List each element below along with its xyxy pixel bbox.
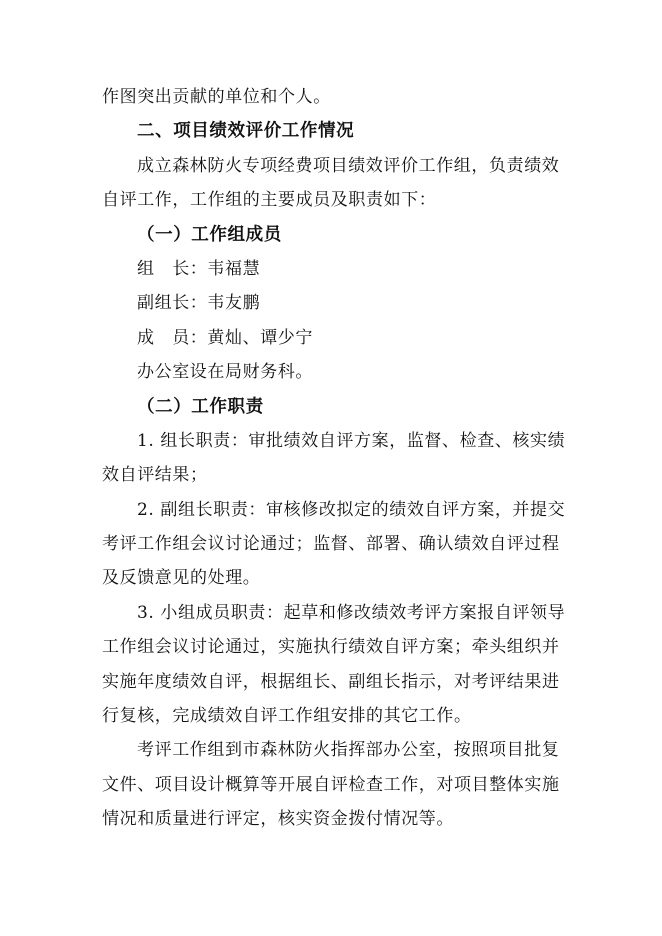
paragraph [102, 493, 572, 596]
paragraph [102, 149, 572, 218]
text-line: 工作组会议讨论通过，实施执行绩效自评方案；牵头组织并 [102, 637, 560, 658]
paragraph [102, 80, 572, 114]
section-heading [102, 390, 572, 424]
paragraph [102, 286, 572, 320]
text-line: （一）工作组成员 [137, 224, 282, 245]
paragraph [102, 321, 572, 355]
paragraph [102, 355, 572, 389]
paragraph [102, 596, 572, 734]
text-line: 考评工作组到市森林防火指挥部办公室，按照项目批复 [137, 740, 560, 761]
text-line: 成 员：黄灿、谭少宁 [137, 327, 313, 348]
text-line: 作图突出贡献的单位和个人。 [102, 87, 331, 107]
text-line: 文件、项目设计概算等开展自评检查工作，对项目整体实施 [102, 774, 560, 795]
paragraph [102, 424, 572, 493]
text-line: 情况和质量进行评定，核实资金拨付情况等。 [102, 809, 454, 830]
document-body [102, 80, 572, 837]
section-heading [102, 218, 572, 252]
section-heading [102, 114, 572, 148]
text-line: （二）工作职责 [137, 396, 264, 417]
text-line: 副组长：韦友鹏 [137, 293, 261, 314]
text-line: 办公室设在局财务科。 [137, 362, 313, 383]
text-line: 行复核，完成绩效自评工作组安排的其它工作。 [102, 706, 472, 727]
text-line: 3. 小组成员职责：起草和修改绩效考评方案报自评领导 [137, 602, 566, 623]
text-line: 效自评结果； [102, 465, 208, 486]
paragraph [102, 733, 572, 836]
text-line: 实施年度绩效自评，根据组长、副组长指示，对考评结果进 [102, 671, 560, 692]
text-line: 组 长：韦福慧 [137, 258, 261, 279]
paragraph [102, 252, 572, 286]
text-line: 二、项目绩效评价工作情况 [137, 121, 355, 142]
text-line: 成立森林防火专项经费项目绩效评价工作组，负责绩效 [137, 155, 560, 176]
text-line: 考评工作组会议讨论通过；监督、部署、确认绩效自评过程 [102, 534, 560, 555]
text-line: 及反馈意见的处理。 [102, 568, 261, 589]
text-line: 1. 组长职责：审批绩效自评方案，监督、检查、核实绩 [137, 430, 566, 451]
text-line: 2. 副组长职责：审核修改拟定的绩效自评方案，并提交 [137, 499, 566, 520]
text-line: 自评工作，工作组的主要成员及职责如下： [102, 190, 437, 211]
